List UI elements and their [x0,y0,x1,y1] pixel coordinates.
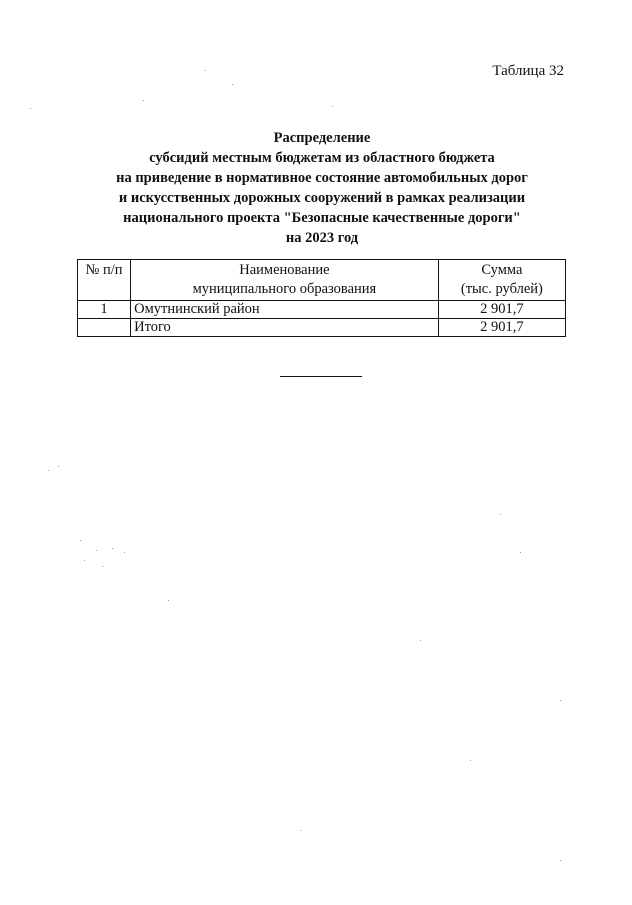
title-line: Распределение [273,130,371,146]
header-sum [438,260,565,301]
total-name-cell: Итого [131,319,439,337]
header-name [131,260,439,301]
total-number-cell [78,319,131,337]
header-sum-line2: (тыс. рублей) [460,281,543,297]
row-name-cell: Омутнинский район [131,301,439,319]
header-sum-line1: Сумма [481,262,523,278]
header-name-line1: Наименование [239,262,330,278]
header-number [78,260,131,301]
header-name-line2: муниципального образования [192,281,377,297]
title-line: и искусственных дорожных сооружений в рамках реализации [118,190,526,206]
title-line: на 2023 год [285,230,359,246]
document-title [0,128,632,248]
title-line: субсидий местным бюджетам из областного бюджета [149,150,495,166]
table-total-row [78,319,566,337]
title-line: на приведение в нормативное состояние автомобильных дорог [116,170,528,186]
row-number-cell: 1 [78,301,131,319]
distribution-table [77,259,566,337]
header-number-text: № п/п [85,262,123,278]
total-sum-cell: 2 901,7 [438,319,565,337]
title-line: национального проекта "Безопасные качественные дороги" [123,210,521,226]
table-number-label: Таблица 32 [492,63,564,79]
table-row [78,301,566,319]
end-rule-divider [280,376,362,377]
row-sum-cell: 2 901,7 [438,301,565,319]
table-header-row [78,260,566,301]
